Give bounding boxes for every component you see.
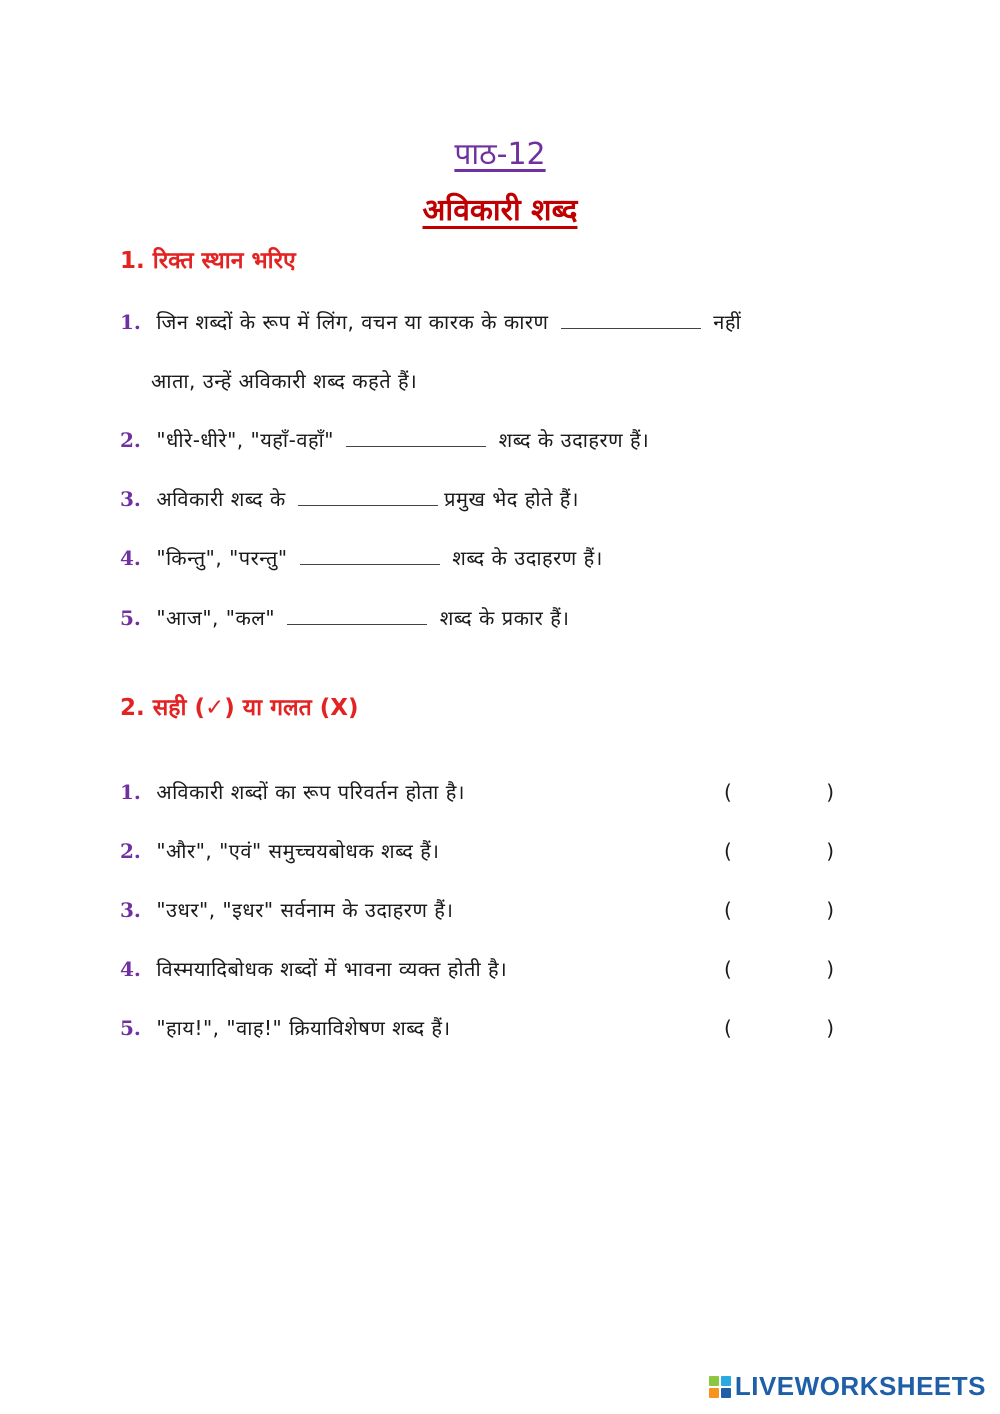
tf-question-3 xyxy=(120,896,454,924)
fill-question-4 xyxy=(120,544,603,572)
close-paren: ) xyxy=(826,1016,834,1040)
answer-blank[interactable] xyxy=(300,546,440,565)
question-text-after: नहीं xyxy=(713,310,742,334)
close-paren: ) xyxy=(826,780,834,804)
question-text: "उधर", "इधर" सर्वनाम के उदाहरण हैं। xyxy=(156,898,454,922)
open-paren: ( xyxy=(724,898,732,922)
question-text: विस्मयादिबोधक शब्दों में भावना व्यक्त होती है। xyxy=(156,957,508,981)
question-number: 2. xyxy=(120,428,141,452)
question-text: अविकारी शब्द के xyxy=(156,487,286,511)
close-paren: ) xyxy=(826,898,834,922)
answer-blank[interactable] xyxy=(287,606,427,625)
question-text: "और", "एवं" समुच्चयबोधक शब्द हैं। xyxy=(156,839,440,863)
liveworksheets-logo xyxy=(709,1371,986,1402)
question-number: 1. xyxy=(120,780,141,804)
fill-question-3 xyxy=(120,485,579,513)
question-text: "धीरे-धीरे", "यहाँ-वहाँ" xyxy=(156,428,334,452)
answer-blank[interactable] xyxy=(346,428,486,447)
answer-blank[interactable] xyxy=(298,487,438,506)
open-paren: ( xyxy=(724,1016,732,1040)
question-number: 4. xyxy=(120,957,141,981)
close-paren: ) xyxy=(826,957,834,981)
tf-answer-box-2[interactable] xyxy=(724,837,834,865)
question-text: अविकारी शब्दों का रूप परिवर्तन होता है। xyxy=(156,780,465,804)
logo-text: LIVEWORKSHEETS xyxy=(734,1371,986,1401)
fill-question-2 xyxy=(120,426,649,454)
close-paren: ) xyxy=(826,839,834,863)
question-text-after: शब्द के उदाहरण हैं। xyxy=(498,428,650,452)
answer-blank[interactable] xyxy=(561,310,701,329)
question-number: 3. xyxy=(120,487,141,511)
tf-question-5 xyxy=(120,1014,451,1042)
question-number: 2. xyxy=(120,839,141,863)
question-text: "आज", "कल" xyxy=(156,606,276,630)
fill-question-5 xyxy=(120,604,569,632)
question-text-continuation: आता, उन्हें अविकारी शब्द कहते हैं। xyxy=(151,369,418,393)
section-heading-fill-blanks: 1. रिक्त स्थान भरिए xyxy=(120,248,296,274)
question-number: 5. xyxy=(120,606,141,630)
open-paren: ( xyxy=(724,957,732,981)
tf-answer-box-4[interactable] xyxy=(724,955,834,983)
question-text: जिन शब्दों के रूप में लिंग, वचन या कारक के कारण xyxy=(156,310,549,334)
fill-question-1 xyxy=(120,308,741,336)
question-number: 3. xyxy=(120,898,141,922)
tf-question-1 xyxy=(120,778,465,806)
section-heading-true-false: 2. सही (✓) या गलत (X) xyxy=(120,695,359,721)
question-text-after: प्रमुख भेद होते हैं। xyxy=(444,487,580,511)
question-text: "किन्तु", "परन्तु" xyxy=(156,546,288,570)
lesson-number: पाठ-12 xyxy=(454,137,546,172)
question-text-after: शब्द के उदाहरण हैं। xyxy=(452,546,603,570)
tf-answer-box-5[interactable] xyxy=(724,1014,834,1042)
liveworksheets-logo-icon xyxy=(709,1376,731,1398)
question-text: "हाय!", "वाह!" क्रियाविशेषण शब्द हैं। xyxy=(156,1016,451,1040)
open-paren: ( xyxy=(724,839,732,863)
fill-question-1-continued xyxy=(151,367,417,395)
tf-question-2 xyxy=(120,837,439,865)
question-number: 1. xyxy=(120,310,141,334)
question-text-after: शब्द के प्रकार हैं। xyxy=(439,606,570,630)
tf-answer-box-3[interactable] xyxy=(724,896,834,924)
lesson-title: अविकारी शब्द xyxy=(422,193,578,228)
tf-answer-box-1[interactable] xyxy=(724,778,834,806)
question-number: 4. xyxy=(120,546,141,570)
open-paren: ( xyxy=(724,780,732,804)
question-number: 5. xyxy=(120,1016,141,1040)
tf-question-4 xyxy=(120,955,507,983)
